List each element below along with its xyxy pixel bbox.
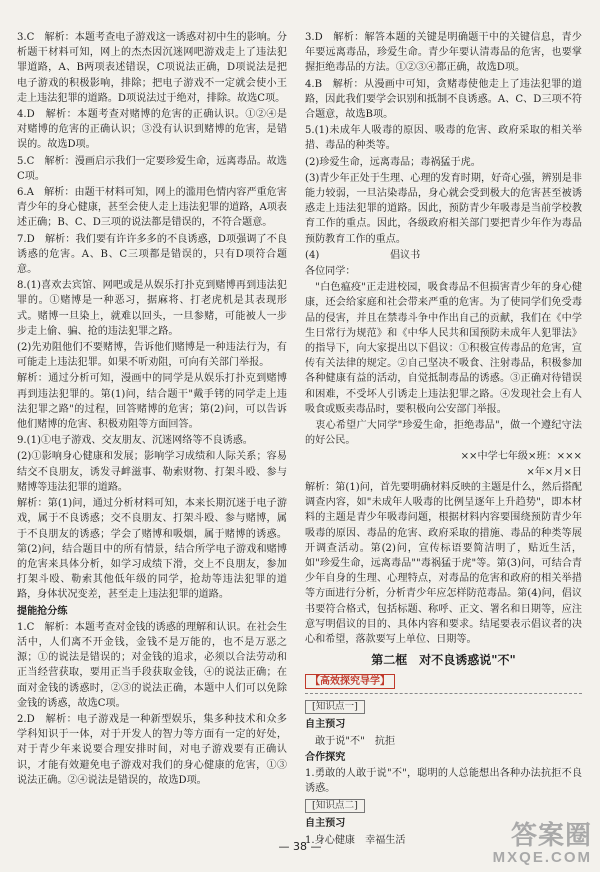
answer-paragraph: 解析：第(1)问，通过分析材料可知，本来长期沉迷于电子游戏，属于不良诱惑；交不良朋友、打架斗殴、参与赌博，属于不良朋友的诱惑；学会了赌博和吸烟，属于赌博的诱惑。第(2)问，结合题目中的所有情景，结合所学电子游戏和赌博的危害来具体分析，如学习成绩下滑，交上不良朋友，参加打架斗殴、勒索其他低年级的同学，抢劫等违法犯罪的道路，身体状况变差，甚至走上违法犯罪的道路。	[17, 498, 287, 601]
study-item: 1.勇敢的人敢于说"不"，聪明的人总能想出各种办法抗拒不良诱惑。	[305, 767, 582, 795]
answer-paragraph: 4.B 解析：从漫画中可知，贪赌毒使他走上了违法犯罪的道路，因此我们要学会识别和抵制不良诱惑。A、C、D三项不符合题意，故选B项。	[305, 78, 582, 121]
left-column	[17, 30, 287, 789]
answer-paragraph: 3.C 解析：本题考查电子游戏这一诱惑对初中生的影响。分析题干材料可知，网上的杰杰因沉迷网吧游戏走上了违法犯罪道路，A、B两项表述错误，C项说法正确，D项说法是把电子游戏的积极影响，排除；把电子游戏不一定就会使小王走上违法犯罪的道路。D项说法过于绝对，排除。故选C项。	[17, 32, 287, 104]
answer-paragraph: 解析：通过分析可知，漫画中的同学是从娱乐打扑克到赌博再到违法犯罪的。第(1)问，结合题干"戴手铐的同学走上违法犯罪之路"的过程，回答赌博的危害；第(2)问，可以告诉他们赌博的危害、积极劝阻等方面回答。	[17, 373, 287, 431]
study-item: 自主预习	[305, 818, 346, 830]
answer-paragraph: 7.D 解析：我们要有许许多多的不良诱惑，D项强调了不良诱惑的危害。A、B、C三项都是错误的，只有D项符合题意。	[17, 233, 287, 276]
banner-wrap	[305, 672, 582, 691]
section-banner: 【高效探究导学】	[305, 674, 395, 689]
study-item: [知识点二]	[305, 799, 365, 813]
answer-paragraph: ×年×月×日	[526, 466, 582, 478]
answer-paragraph: 3.D 解析：解答本题的关键是明确题干中的关键信息，青少年要远离毒品，珍爱生命。青少年要认清毒品的危害，也要掌握拒绝毒品的方法。①②③④都正确，故选D项。	[305, 32, 582, 74]
page-number: — 38 —	[278, 840, 322, 853]
answer-paragraph: "白色瘟疫"正走进校园，吸食毒品不但损害青少年的身心健康，还会给家庭和社会带来严重的危害。为了使同学们免受毒品的侵害，并且在禁毒斗争中作出自己的贡献，我们在《中学生日常行为规范》和《中华人民共和国预防未成年人犯罪法》的指导下，向大家提出以下倡议：①积极宣传毒品的危害，宣传有关法律的规定。②自己坚决不吸食、注射毒品，积极参加各种健康有益的活动，自觉抵制毒品的诱惑。③正确对待错误和困难，不受坏人引诱走上违法犯罪之路。④发现社会上有人吸食或贩卖毒品时，要积极向公安部门举报。	[305, 282, 582, 415]
answer-paragraph: 4.D 解析：本题考查对赌博的危害的正确认识。①②④是对赌博的危害的正确认识；③没有认识到赌博的危害，是错误的。故选D项。	[17, 109, 287, 151]
answer-paragraph: (2)先劝阻他们不要赌博，告诉他们赌博是一种违法行为，有可能走上违法犯罪。如果不听劝阻，可向有关部门举报。	[17, 342, 287, 369]
right-column	[305, 30, 582, 849]
answer-paragraph: 解析：第(1)问，首先要明确材料反映的主题是什么，然后搭配调查内容，如"未成年人吸毒的比例呈逐年上升趋势"，即本材料的主题是青少年吸毒问题，根据材料内容要围绕预防青少年吸毒的原因、毒品的危害、政府采取的措施、毒品的种类等展开调查活动。第(2)问，宣传标语要简洁明了，贴近生活，如"珍爱生命，远离毒品""毒祸猛于虎"等。第(3)问，可结合青少年自身的生理、心理特点，对毒品的危害和政府的相关举措等方面进行分析，分析青少年应怎样防范毒品。第(4)问，倡议书要符合格式，包括标题、称呼、正文、署名和日期等，应注意写明倡议的目的、具体内容和要求。结尾要表示倡议者的决心和希望，落款要写上单位、日期等。	[305, 481, 582, 645]
answer-paragraph: (4) 倡议书	[305, 249, 421, 261]
answer-paragraph: 提能抢分练	[17, 605, 68, 617]
answer-paragraph: 5.C 解析：漫画启示我们一定要珍爱生命，远离毒品。故选C项。	[17, 155, 287, 182]
answer-paragraph: 9.(1)①电子游戏、交友朋友、沉迷网络等不良诱惑。	[17, 435, 253, 447]
answer-paragraph: 8.(1)喜欢去宾馆、网吧或是从娱乐打扑克到赌博再到违法犯罪的。①赌博是一种恶习，据麻将、打老虎机是其表现形式。赌博一旦染上，就难以回头，一旦参赌，可能被人一步步走上偷、骗、抢的违法犯罪之路。	[17, 280, 287, 337]
answer-paragraph: 衷心希望广大同学"珍爱生命，拒绝毒品"，做一个遵纪守法的好公民。	[305, 420, 582, 447]
right-answers	[305, 30, 582, 647]
study-item: 敢于说"不" 抗拒	[305, 735, 396, 747]
watermark-logo	[493, 821, 592, 866]
chapter-title: 第二框 对不良诱惑说"不"	[371, 653, 516, 668]
study-item: 自主预习	[305, 719, 346, 731]
answer-paragraph: (2)①影响身心健康和发展；影响学习成绩和人际关系；容易结交不良朋友，诱发寻衅滋事、勒索财物、打架斗殴、参与赌博等违法犯罪的道路。	[17, 451, 287, 493]
answer-paragraph: 6.A 解析：由题干材料可知，网上的滥用色情内容严重危害青少年的身心健康，甚至会使人走上违法犯罪的道路，A项表述正确；B、C、D三项的说法都是错误的，不符合题意。	[17, 187, 287, 229]
study-item: 1.身心健康 幸福生活	[305, 834, 406, 846]
answer-paragraph: 2.D 解析：电子游戏是一种新型娱乐，集多种技术和众多学科知识于一体，对于开发人的智力等方面有一定的好处，对于青少年来说要合理安排时间，对电子游戏要有正确认识，才能有效避免电子游戏对我们的身心健康的危害，①③说法正确。②④说法是错误的，故选D项。	[17, 713, 287, 786]
answer-paragraph: (2)珍爱生命，远离毒品；毒祸猛于虎。	[305, 156, 481, 168]
answer-paragraph: 5.(1)未成年人吸毒的原因、吸毒的危害、政府采取的相关举措、毒品的种类等。	[305, 125, 582, 152]
watermark-url: MXQE.COM	[492, 849, 592, 866]
answer-paragraph: 各位同学：	[305, 266, 356, 278]
divider	[305, 693, 582, 694]
answer-paragraph: ××中学七年级×班：×××	[460, 451, 582, 463]
answer-paragraph: 1.C 解析：本题考查对金钱的诱惑的理解和认识。在社会生活中，人们离不开金钱，金钱不是万能的，也不是万恶之源；①的说法是错误的；对金钱的追求，必须以合法劳动和正当经营获取，要用正当手段获取金钱，④的说法正确；在面对金钱的诱惑时，②③的说法正确，本题中人们可以免除金钱的诱惑，故选C项。	[17, 621, 287, 709]
answer-paragraph: (3)青少年正处于生理、心理的发育时期，好奇心强，辨别是非能力较弱，一旦沾染毒品，身心就会受到极大的危害甚至被诱惑走上违法犯罪的道路。因此，预防青少年吸毒是当前学校教育工作的重点。因此，各级政府相关部门要把青少年作为毒品预防教育工作的重点。	[305, 172, 582, 245]
watermark-text: 答案圈	[510, 820, 592, 850]
study-item: [知识点一]	[305, 700, 365, 714]
study-item: 合作探究	[305, 751, 346, 763]
